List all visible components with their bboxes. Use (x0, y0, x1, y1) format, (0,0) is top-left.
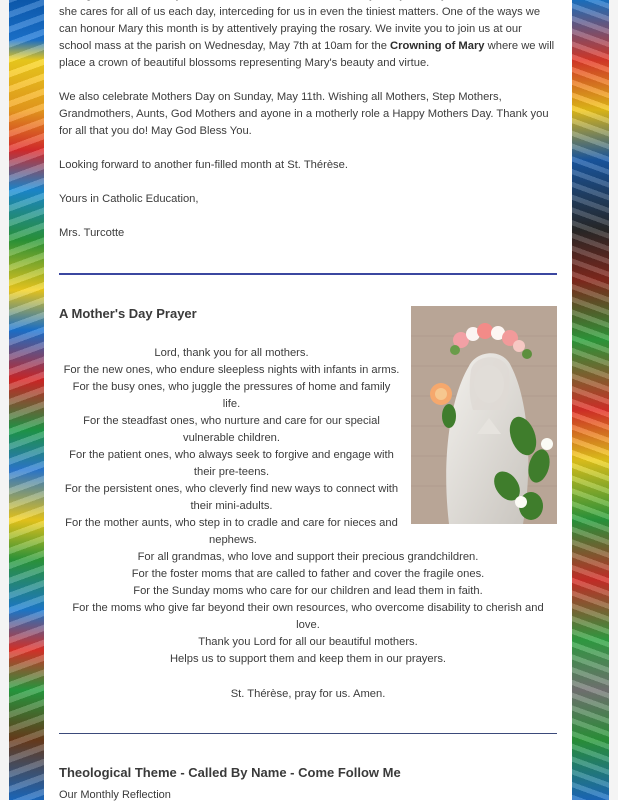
section-divider (59, 273, 557, 275)
page-edge-right (609, 0, 618, 800)
prayer-line: For the moms who give far beyond their own resources, who overcome disability to cherish and (72, 602, 544, 614)
text-line (59, 38, 557, 55)
prayer-line: life. (222, 398, 241, 410)
prayer-line: Helps us to support them and keep them in our prayers. (169, 653, 447, 665)
newsletter-card (44, 0, 572, 800)
prayer-line: love. (296, 619, 320, 631)
letter-signature (59, 225, 557, 242)
prayer-closing-line: St. Thérèse, pray for us. Amen. (230, 688, 386, 700)
theme-subtitle: Our Monthly Reflection (59, 789, 171, 801)
prayer-line: vulnerable children. (182, 432, 281, 444)
letter-closing (59, 191, 557, 208)
letter-paragraph-mary (59, 0, 557, 72)
letter-paragraph-looking-forward (59, 157, 557, 174)
crowning-of-mary-bold: Crowning of Mary (390, 40, 485, 52)
text-span: where we will (484, 40, 555, 52)
prayer-line: For the busy ones, who juggle the pressures of home and family (72, 381, 391, 393)
prayer-line: their mini-adults. (190, 500, 273, 512)
prayer-line: For the patient ones, who always seek to forgive and engage with (69, 449, 394, 461)
text-line: she cares for all of us each day, interceding for us in even the tiniest matters. One of the ways we (59, 6, 541, 18)
prayer-line: nephews. (209, 534, 257, 546)
text-line: Yours in Catholic Education, (59, 193, 199, 205)
prayer-text (59, 345, 557, 668)
text-line: can honour Mary this month is by attentively praying the rosary. We invite you to join us at our (59, 23, 522, 35)
prayer-line: For the new ones, who endure sleepless nights with infants in arms. (63, 364, 400, 376)
prayer-line: their pre-teens. (193, 466, 270, 478)
text-line: place a crown of beautiful blossoms representing Mary's beauty and virtue. (59, 57, 430, 69)
text-span: school mass at the parish on Wednesday, May 7th at 10am for the (59, 40, 391, 52)
text-line: Grandmothers, Aunts, God Mothers and ayone in a motherly role a Happy Mothers Day. Thank you (59, 108, 549, 120)
prayer-line: For the mother aunts, who step in to cradle and care for nieces and (65, 517, 398, 529)
prayer-line: For all grandmas, who love and support their precious grandchildren. (137, 551, 479, 563)
text-line: Mrs. Turcotte (59, 227, 125, 239)
text-line: Looking forward to another fun-filled month at St. Thérèse. (59, 159, 348, 171)
letter-paragraph-mothers-day (59, 89, 557, 140)
page-edge-left (0, 0, 9, 800)
prayer-closing (59, 686, 557, 703)
prayer-line: Lord, thank you for all mothers. (154, 347, 309, 359)
prayer-line: For the persistent ones, who cleverly find new ways to connect with (64, 483, 399, 495)
prayer-title: A Mother's Day Prayer (59, 306, 197, 321)
prayer-line: For the steadfast ones, who nurture and care for our special (83, 415, 380, 427)
prayer-line: For the Sunday moms who care for our children and lead them in faith. (133, 585, 483, 597)
section-divider (59, 733, 557, 734)
theme-title: Theological Theme - Called By Name - Come Follow Me (59, 765, 401, 780)
text-line: We also celebrate Mothers Day on Sunday, May 11th. Wishing all Mothers, Step Mothers, (59, 91, 502, 103)
prayer-line: Thank you Lord for all our beautiful mothers. (198, 636, 418, 648)
prayer-narrow-block (59, 345, 404, 532)
letter-body (59, 0, 557, 259)
text-line: for all that you do! May God Bless You. (59, 125, 252, 137)
prayer-line: For the foster moms that are called to father and cover the fragile ones. (131, 568, 485, 580)
